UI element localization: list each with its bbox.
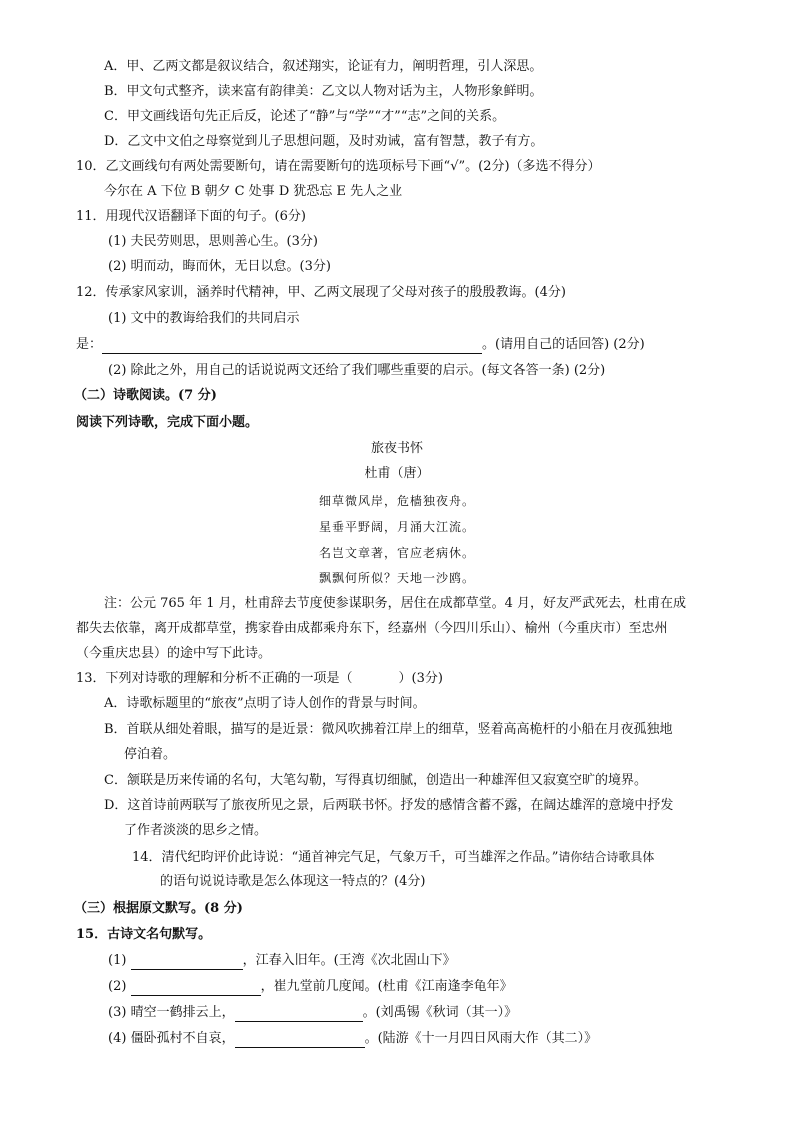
q14-line-2: 的语句说说诗歌是怎么体现这一特点的？(4分) xyxy=(160,874,426,889)
poem-line-3: 名岂文章著，官应老病休。 xyxy=(318,546,475,560)
q15-item-1-text: ，江春入旧年。(王湾《次北固山下》 xyxy=(242,953,456,968)
q9-option-b: B．甲文句式整齐，读来富有韵律美：乙文以人物对话为主，人物形象鲜明。 xyxy=(104,84,543,99)
q15-item-2-number: (2) xyxy=(108,979,127,994)
q13-score: ）(3分) xyxy=(398,671,443,686)
note-line-1: 注：公元 765 年 1 月，杜甫辞去节度使参谋职务，居住在成都草堂。4 月，好友严武死去，杜甫在成 xyxy=(104,596,687,611)
section-2-heading: （二）诗歌阅读。(7 分) xyxy=(74,388,217,403)
q13-option-a: A．诗歌标题里的“旅夜”点明了诗人创作的背景与时间。 xyxy=(104,696,426,711)
q15-item-4-text: 。(陆游《十一月四日风雨大作（其二）》 xyxy=(364,1031,598,1046)
q11-item-2: (2) 明而动，晦而休，无日以怠。(3分) xyxy=(108,259,331,274)
q12-prefix: 是： xyxy=(76,337,103,352)
q15-item-3-text: 。(刘禹锡《秋词（其一）》 xyxy=(362,1005,518,1020)
note-line-3: （今重庆忠县）的途中写下此诗。 xyxy=(76,646,272,661)
q13-stem xyxy=(76,670,443,688)
q15-item-4-blank[interactable] xyxy=(235,1033,365,1048)
q12-sub1: (1) 文中的教诲给我们的共同启示 xyxy=(108,311,300,326)
q14-line-1 xyxy=(132,848,654,867)
note-line-2: 都失去依靠，离开成都草堂，携家眷由成都乘舟东下，经嘉州（今四川乐山）、榆州（今重庆市）至忠州 xyxy=(76,621,668,636)
q10-stem: 10．乙文画线句有两处需要断句，请在需要断句的选项标号下画“√”。(2分)（多选不得分） xyxy=(76,159,601,174)
q9-option-d: D．乙文中文伯之母察觉到儿子思想问题，及时劝诫，富有智慧，教子有方。 xyxy=(104,134,544,149)
q15-item-3-number: (3) xyxy=(108,1005,127,1020)
q13-option-b-line-1: B．首联从细处着眼，描写的是近景：微风吹拂着江岸上的细草，竖着高高桅杆的小船在月夜孤独地 xyxy=(104,722,673,737)
q15-item-1-blank[interactable] xyxy=(131,955,243,970)
poem-line-2: 星垂平野阔，月涌大江流。 xyxy=(318,520,475,534)
q15-item-4-number: (4) xyxy=(108,1031,127,1046)
q14-text-b: 请你结合诗歌具体 xyxy=(558,850,655,864)
q12-stem: 12．传承家风家训，涵养时代精神，甲、乙两文展现了父母对孩子的殷殷教诲。(4分) xyxy=(76,285,566,300)
q15-item-4-pre: 僵卧孤村不自哀， xyxy=(130,1031,235,1046)
q11-item-1: (1) 夫民劳则思，思则善心生。(3分) xyxy=(108,234,318,249)
q11-stem: 11．用现代汉语翻译下面的句子。(6分) xyxy=(76,209,306,224)
q15-item-3 xyxy=(108,1004,517,1022)
q15-item-4 xyxy=(108,1030,597,1048)
q15-item-3-pre: 晴空一鹤排云上， xyxy=(130,1005,235,1020)
q13-option-d-line-2: 了作者淡淡的思乡之情。 xyxy=(124,823,268,838)
poem-author: 杜甫（唐） xyxy=(364,466,430,481)
q13-option-c: C．颔联是历来传诵的名句，大笔勾勒，写得真切细腻，创造出一种雄浑但又寂寞空旷的境界。 xyxy=(104,773,647,788)
q12-suffix: 。(请用自己的话回答) (2分) xyxy=(482,337,645,352)
q15-item-1 xyxy=(108,952,456,970)
q9-option-a: A．甲、乙两文都是叙议结合，叙述翔实，论证有力，阐明哲理，引人深思。 xyxy=(104,59,543,74)
q13-option-b-line-2: 停泊着。 xyxy=(124,747,177,762)
poem-line-4: 飘飘何所似？天地一沙鸥。 xyxy=(318,571,475,585)
poem-line-1: 细草微风岸，危樯独夜舟。 xyxy=(318,494,475,508)
q15-item-3-blank[interactable] xyxy=(235,1007,363,1022)
section-2-instruction: 阅读下列诗歌，完成下面小题。 xyxy=(76,415,259,430)
q15-item-2 xyxy=(108,978,513,996)
q15-item-2-text: ，崔九堂前几度闻。(杜甫《江南逢李龟年》 xyxy=(260,979,513,994)
poem-title: 旅夜书怀 xyxy=(370,441,423,456)
q12-sub2: (2) 除此之外，用自己的话说说两文还给了我们哪些重要的启示。(每文各答一条) (2分) xyxy=(108,363,606,378)
q12-answer-blank[interactable] xyxy=(102,339,482,354)
q13-stem-text: 13．下列对诗歌的理解和分析不正确的一项是（ xyxy=(76,671,353,686)
q15-item-2-blank[interactable] xyxy=(131,981,261,996)
section-3-heading: （三）根据原文默写。(8 分) xyxy=(74,901,243,916)
q15-stem: 15．古诗文名句默写。 xyxy=(76,927,212,942)
q14-text-a: 14．清代纪昀评价此诗说：“通首神完气足，气象万千，可当雄浑之作品。” xyxy=(132,850,559,865)
q9-option-c: C．甲文画线语句先正后反，论述了“静”与“学”“才”“志”之间的关系。 xyxy=(104,109,506,124)
q10-text: 今尔在 A 下位 B 朝夕 C 处事 D 犹恐忘 E 先人之业 xyxy=(104,184,403,199)
q13-option-d-line-1: D．这首诗前两联写了旅夜所见之景，后两联书怀。抒发的感情含蓄不露，在阔达雄浑的意境中抒发 xyxy=(104,798,674,813)
q15-item-1-number: (1) xyxy=(108,953,127,968)
q12-sub1-answer-line xyxy=(76,336,645,354)
